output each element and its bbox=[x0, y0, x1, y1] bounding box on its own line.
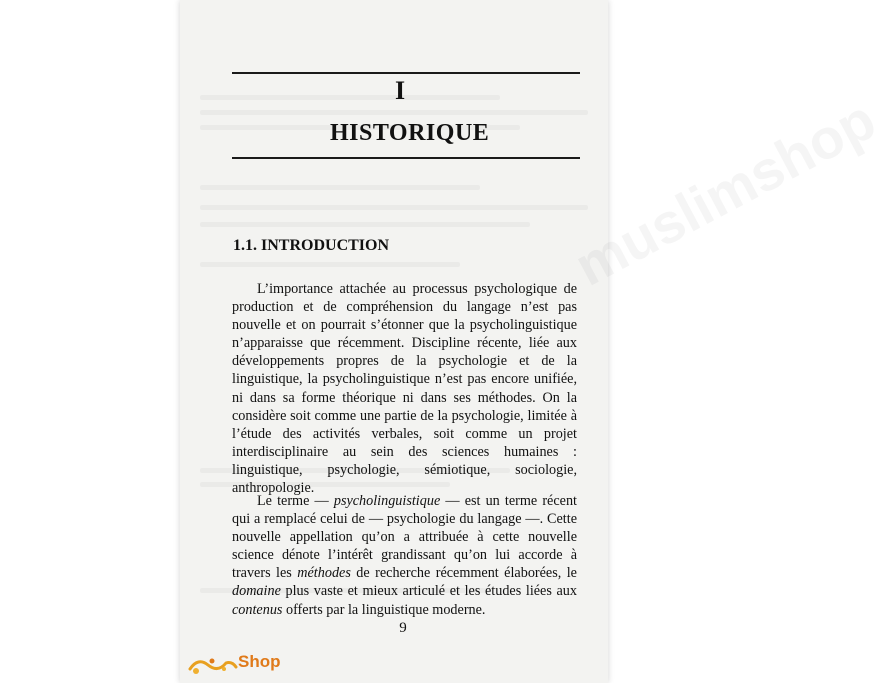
page-number: 9 bbox=[399, 620, 407, 636]
term-methodes: méthodes bbox=[297, 565, 351, 582]
chapter-number: I bbox=[394, 76, 406, 105]
term-contenus: contenus bbox=[232, 601, 283, 618]
paragraph-segment: de recherche récemment élaborées, le bbox=[350, 565, 577, 582]
term-domaine: domaine bbox=[232, 583, 281, 600]
shop-logo-text: Shop bbox=[238, 652, 281, 671]
paragraph-segment: — est un terme récent qui a remplacé celui de — psychologie du langage —. Cette nouvelle appellation qu’on a attribuée à cette nouvelle science dénote l’intérêt grandissant qu’on lui accorde à travers les bbox=[232, 493, 577, 582]
paragraph-segment: Le terme — bbox=[257, 493, 334, 509]
term-psycholinguistique: psycholinguistique bbox=[333, 493, 441, 509]
paragraph-text: L’importance attachée au processus psychologique de production et de compréhension du langage n’est pas nouvelle et on pourrait s’étonner que la psycholinguistique n’apparaisse que récemment. Discipline récente, liée aux développements propres de la psychologie et de la linguistique, la psycholinguistique n’est pas encore unifiée, ni dans sa forme théorique ni dans ses méthodes. On la considère soit comme une partie de la psychologie, limitée à l’étude des activités verbales, soit comme un projet interdisciplinaire au sein des sciences humaines : linguistique, psychologie, sémiotique, sociologie, anthropologie. bbox=[232, 281, 577, 497]
chapter-title: HISTORIQUE bbox=[330, 120, 490, 146]
paragraph-introduction bbox=[232, 280, 577, 497]
section-heading: 1.1. INTRODUCTION bbox=[233, 237, 390, 254]
paragraph-terminology bbox=[232, 492, 577, 619]
chapter-top-rule bbox=[232, 72, 580, 74]
paragraph-segment: plus vaste et mieux articulé et les études liées aux bbox=[280, 583, 577, 600]
chapter-bottom-rule bbox=[232, 157, 580, 159]
watermark: muslimshop bbox=[564, 87, 886, 298]
paragraph-segment: offerts par la linguistique moderne. bbox=[282, 601, 486, 618]
